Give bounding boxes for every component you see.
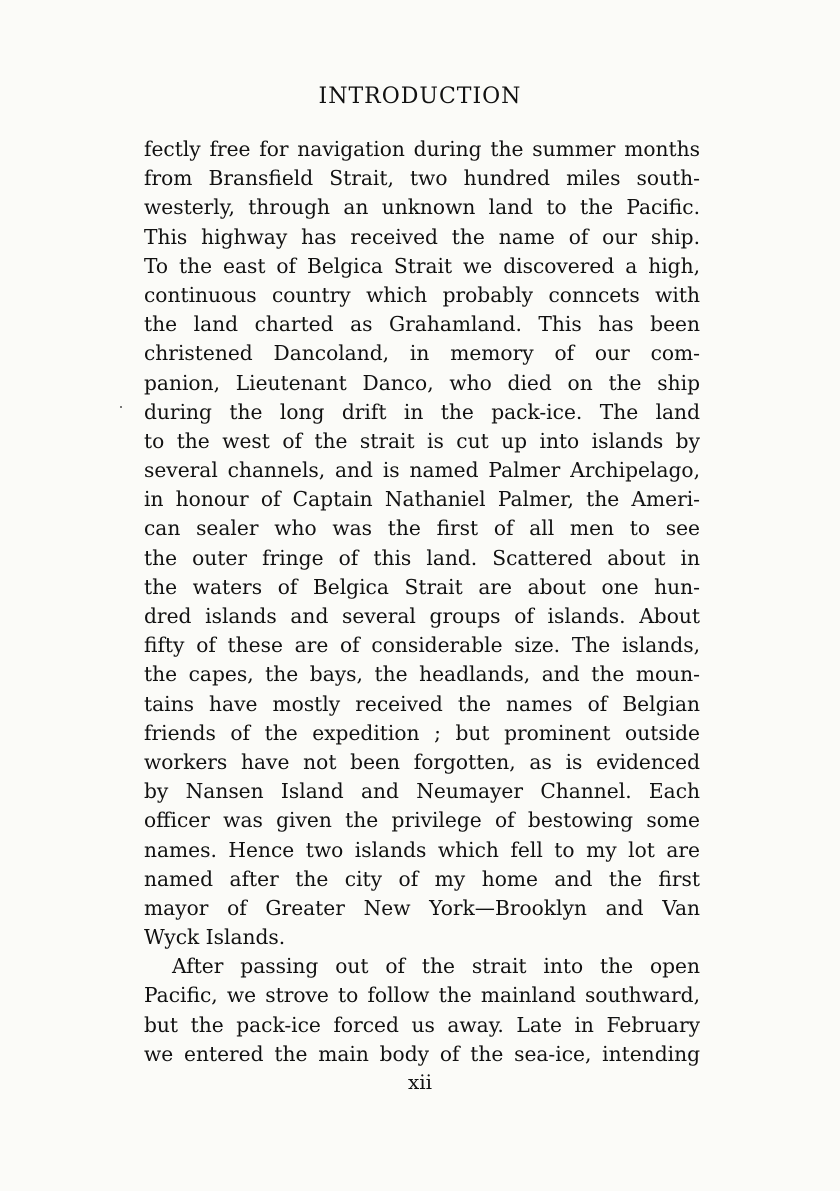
text-line: panion, Lieutenant Danco, who died on the ship (144, 370, 700, 395)
text-line: we entered the main body of the sea-ice, intending (144, 1041, 700, 1066)
text-line: to the west of the strait is cut up into islands by (144, 428, 700, 453)
text-line: To the east of Belgica Strait we discovered a high, (144, 253, 700, 278)
text-line: can sealer who was the first of all men to see (144, 516, 700, 541)
text-line: tains have mostly received the names of Belgian (144, 691, 700, 716)
text-line: the land charted as Grahamland. This has been (144, 312, 700, 337)
text-line: names. Hence two islands which fell to my lot are (144, 837, 700, 862)
text-line: dred islands and several groups of islands. About (144, 604, 700, 628)
text-line: the capes, the bays, the headlands, and the moun- (144, 662, 700, 687)
margin-mark (120, 406, 122, 408)
text-line: This highway has received the name of our ship. (144, 224, 700, 249)
text-line: named after the city of my home and the first (144, 866, 700, 891)
text-line: by Nansen Island and Neumayer Channel. Each (144, 779, 700, 804)
page-number: xii (407, 1070, 433, 1094)
text-line: continuous country which probably conncets with (144, 282, 700, 307)
text-line: Pacific, we strove to follow the mainland southward, (144, 983, 700, 1008)
text-line: several channels, and is named Palmer Archipelago, (144, 458, 700, 483)
text-line: from Bransfield Strait, two hundred miles south- (144, 166, 700, 191)
text-line: christened Dancoland, in memory of our com- (144, 341, 700, 366)
text-line: the waters of Belgica Strait are about one hun- (144, 574, 700, 599)
text-line: westerly, through an unknown land to the Pacific. (144, 195, 700, 220)
text-line: during the long drift in the pack-ice. The land (144, 399, 700, 424)
text-line: mayor of Greater New York—Brooklyn and Van (144, 895, 700, 920)
text-line: After passing out of the strait into the open (172, 954, 700, 979)
text-line: Wyck Islands. (144, 925, 286, 950)
text-line: the outer fringe of this land. Scattered about in (144, 545, 700, 570)
text-line: in honour of Captain Nathaniel Palmer, the Ameri- (144, 487, 700, 512)
text-line: fifty of these are of considerable size. The islands, (144, 633, 700, 658)
text-line: officer was given the privilege of bestowing some (144, 808, 700, 833)
text-line: fectly free for navigation during the summer months (144, 137, 700, 161)
text-line: workers have not been forgotten, as is evidenced (144, 749, 700, 774)
running-header: INTRODUCTION (318, 84, 522, 109)
body-text (144, 135, 700, 1069)
text-line: friends of the expedition ; but prominent outside (144, 720, 700, 745)
text-line: but the pack-ice forced us away. Late in February (144, 1012, 700, 1037)
